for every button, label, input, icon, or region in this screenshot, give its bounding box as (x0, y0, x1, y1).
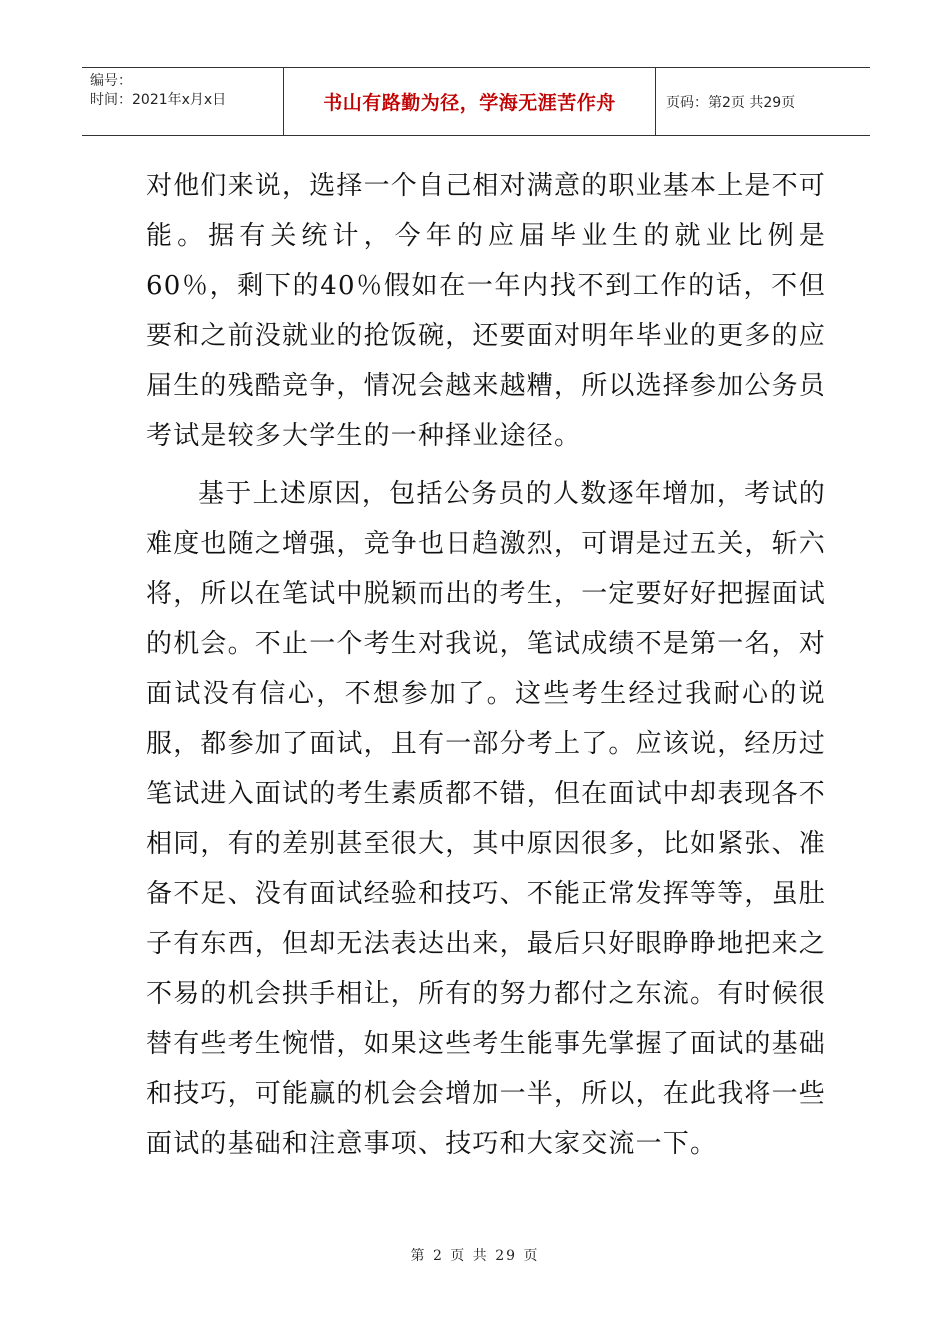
header-meta-cell (82, 68, 284, 135)
page-footer: 第 2 页 共 29 页 (410, 1248, 540, 1264)
paragraph-2: 基于上述原因，包括公务员的人数逐年增加，考试的难度也随之增强，竞争也日趋激烈，可谓是过五关，斩六将，所以在笔试中脱颖而出的考生，一定要好好把握面试的机会。不止一个考生对我说，笔试成绩不是第一名，对面试没有信心，不想参加了。这些考生经过我耐心的说服，都参加了面试，且有一部分考上了。应该说，经历过笔试进入面试的考生素质都不错，但在面试中却表现各不相同，有的差别甚至很大，其中原因很多，比如紧张、准备不足、没有面试经验和技巧、不能正常发挥等等，虽肚子有东西，但却无法表达出来，最后只好眼睁睁地把来之不易的机会拱手相让，所有的努力都付之东流。有时候很替有些考生惋惜，如果这些考生能事先掌握了面试的基础和技巧，可能赢的机会会增加一半，所以，在此我将一些面试的基础和注意事项、技巧和大家交流一下。 (146, 479, 827, 1159)
page-header (82, 67, 870, 136)
header-motto: 书山有路勤为径，学海无涯苦作舟 (284, 68, 656, 135)
header-page-label: 页码：第2页 共29页 (666, 94, 796, 111)
paragraph-1: 对他们来说，选择一个自己相对满意的职业基本上是不可能。据有关统计，今年的应届毕业生的就业比例是60％，剩下的40％假如在一年内找不到工作的话，不但要和之前没就业的抢饭碗，还要面对明年毕业的更多的应届生的残酷竞争，情况会越来越糟，所以选择参加公务员考试是较多大学生的一种择业途径。 (146, 171, 827, 451)
document-body (146, 161, 826, 1177)
document-number-label: 编号： (90, 73, 132, 89)
document-time-label: 时间：2021年x月x日 (90, 92, 227, 108)
